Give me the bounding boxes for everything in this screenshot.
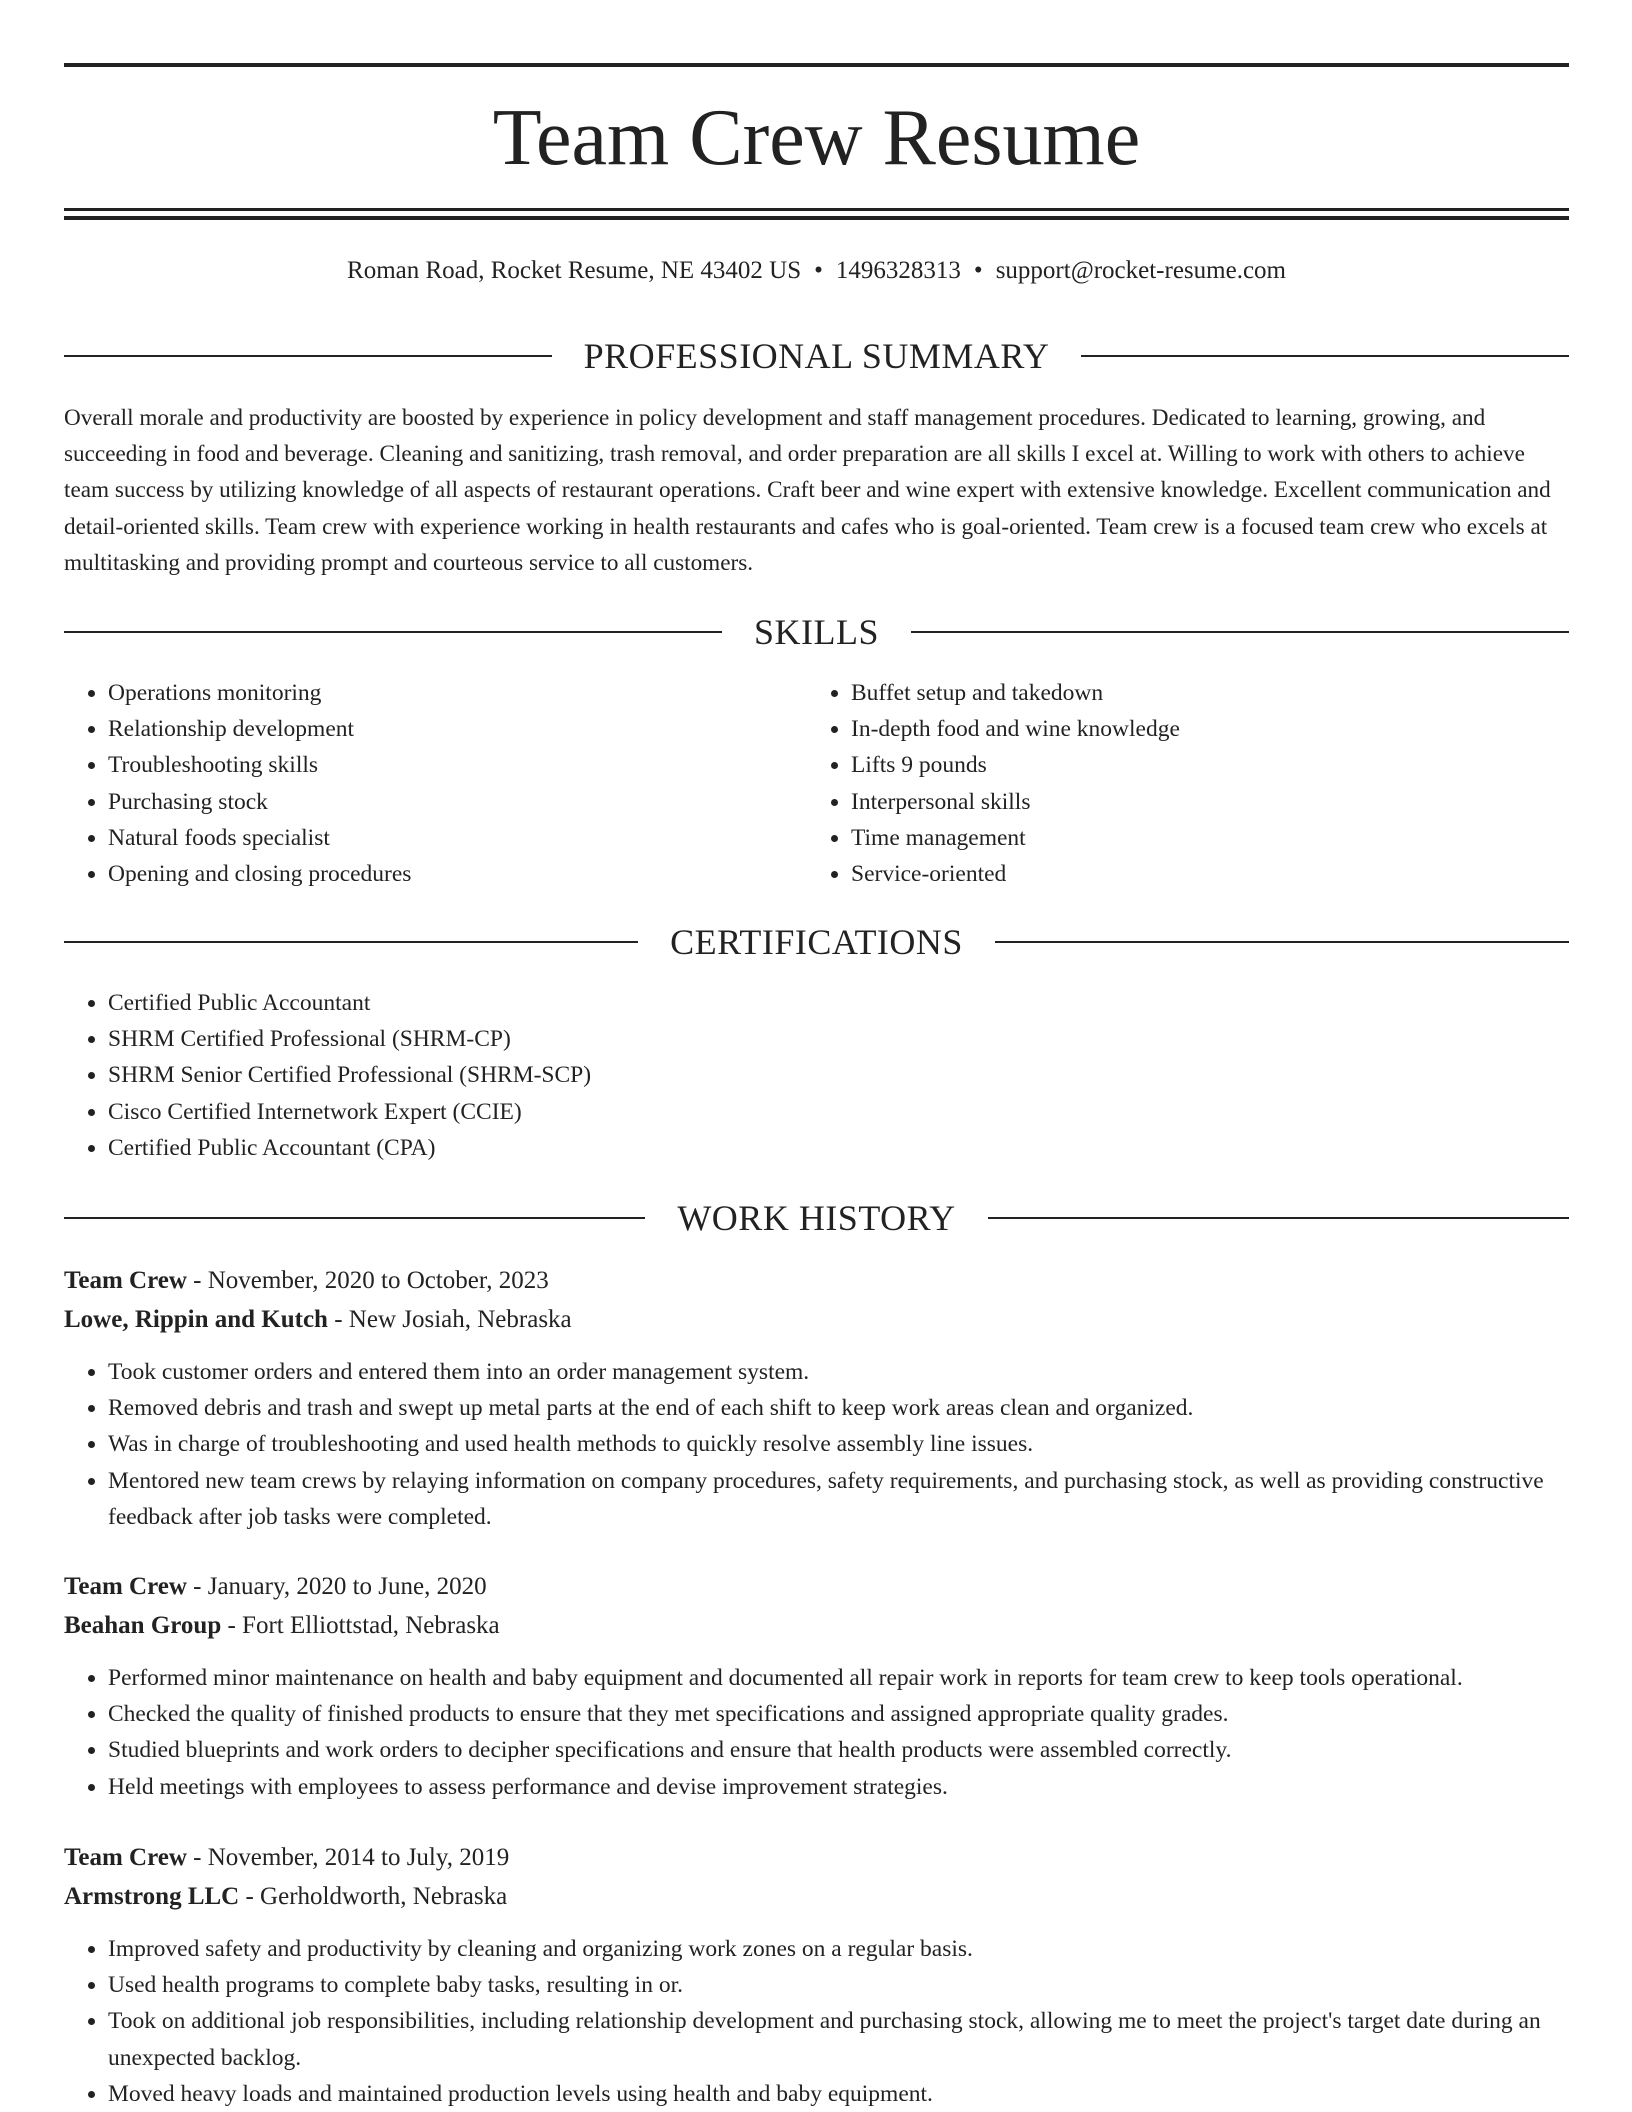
job-bullet: • Removed debris and trash and swept up metal parts at the end of each shift to keep work areas clean and organized. <box>108 1390 1569 1426</box>
skill-item: • Purchasing stock <box>108 784 808 820</box>
skill-item: • Operations monitoring <box>108 675 808 711</box>
section-header-summary <box>64 334 1569 378</box>
section-header-work-history <box>64 1196 1569 1240</box>
job-company-line <box>64 1878 1569 1917</box>
job-title-line <box>64 1262 1569 1301</box>
skill-item: • Relationship development <box>108 711 808 747</box>
contact-line <box>64 253 1569 289</box>
job-bullet: • Held meetings with employees to assess performance and devise improvement strategies. <box>108 1769 1569 1805</box>
certification-item: • Certified Public Accountant <box>108 985 1508 1021</box>
certification-item: • Certified Public Accountant (CPA) <box>108 1130 1508 1166</box>
header-double-rule <box>64 208 1569 220</box>
contact-separator: • <box>973 257 983 284</box>
section-rule-left <box>64 631 722 633</box>
job-company: Beahan Group <box>64 1611 222 1639</box>
section-title-work-history: WORK HISTORY <box>677 1198 956 1238</box>
job-title-line <box>64 1839 1569 1878</box>
job-bullet-list <box>64 1354 1569 1535</box>
job-company-line <box>64 1607 1569 1646</box>
job-bullet: • Took customer orders and entered them into an order management system. <box>108 1354 1569 1390</box>
contact-address: Roman Road, Rocket Resume, NE 43402 US <box>347 257 802 284</box>
job-company: Lowe, Rippin and Kutch <box>64 1305 328 1333</box>
skill-item: • Lifts 9 pounds <box>851 747 1551 783</box>
job-bullet: • Moved heavy loads and maintained production levels using health and baby equipment. <box>108 2076 1569 2112</box>
section-rule-left <box>64 355 552 357</box>
job-company: Armstrong LLC <box>64 1882 240 1910</box>
section-rule-left <box>64 941 638 943</box>
resume-title: Team Crew Resume <box>492 94 1141 182</box>
job-entry <box>64 1262 1569 1535</box>
section-rule-right <box>995 941 1569 943</box>
job-bullet: • Took on additional job responsibilities, including relationship development and purchasing stock, allowing me to meet the project's target date during an unexpected backlog. <box>108 2003 1569 2075</box>
certification-item: • SHRM Certified Professional (SHRM-CP) <box>108 1021 1508 1057</box>
job-title-line <box>64 1568 1569 1607</box>
section-header-certifications <box>64 920 1569 964</box>
header-top-rule <box>64 63 1569 67</box>
job-bullet: • Used health programs to complete baby tasks, resulting in or. <box>108 1967 1569 2003</box>
skill-item: • Service-oriented <box>851 856 1551 892</box>
section-rule-left <box>64 1217 645 1219</box>
job-role: Team Crew <box>64 1573 187 1600</box>
certifications-list <box>64 985 1508 1166</box>
job-bullet: • Checked the quality of finished products to ensure that they met specifications and assigned appropriate quality grades. <box>108 1696 1569 1732</box>
section-rule-right <box>988 1217 1569 1219</box>
skills-list-left <box>64 675 808 892</box>
job-entry <box>64 1568 1569 1805</box>
skill-item: • Opening and closing procedures <box>108 856 808 892</box>
job-dates: - January, 2020 to June, 2020 <box>186 1573 487 1600</box>
job-role: Team Crew <box>64 1267 187 1294</box>
professional-summary-text: Overall morale and productivity are boosted by experience in policy development and staff management procedures. Dedicated to learning, growing, and succeeding in food and beverage. Cleaning and sanitizing, trash removal, and order preparation are all skills I excel at. Willing to work with others to achieve team success by utilizing knowledge of all aspects of restaurant operations. Craft beer and wine expert with extensive knowledge. Excellent communication and detail-oriented skills. Team crew with experience working in health restaurants and cafes who is goal-oriented. Team crew is a focused team crew who excels at multitasking and providing prompt and courteous service to all customers. <box>64 405 1551 576</box>
skill-item: • In-depth food and wine knowledge <box>851 711 1551 747</box>
skill-item: • Time management <box>851 820 1551 856</box>
job-bullet: • Improved safety and productivity by cleaning and organizing work zones on a regular basis. <box>108 1931 1569 1967</box>
skill-item: • Troubleshooting skills <box>108 747 808 783</box>
section-rule-right <box>911 631 1569 633</box>
section-title-skills: SKILLS <box>754 612 880 652</box>
skills-list-right <box>807 675 1551 892</box>
section-title-summary: PROFESSIONAL SUMMARY <box>583 336 1050 376</box>
job-bullet: • Performed minor maintenance on health and baby equipment and documented all repair work in reports for team crew to keep tools operational. <box>108 1660 1569 1696</box>
contact-phone: 1496328313 <box>835 257 961 284</box>
job-bullet: • Mentored new team crews by relaying information on company procedures, safety requirements, and purchasing stock, as well as providing constructive feedback after job tasks were completed. <box>108 1463 1569 1535</box>
job-location: - Gerholdworth, Nebraska <box>239 1882 508 1910</box>
contact-separator: • <box>814 257 823 284</box>
section-title-certifications: CERTIFICATIONS <box>670 922 963 962</box>
section-rule-right <box>1081 355 1569 357</box>
job-location: - Fort Elliottstad, Nebraska <box>221 1611 500 1639</box>
job-role: Team Crew <box>64 1844 187 1871</box>
job-bullet: • Was in charge of troubleshooting and used health methods to quickly resolve assembly line issues. <box>108 1426 1569 1462</box>
skill-item: • Interpersonal skills <box>851 784 1551 820</box>
job-bullet-list <box>64 1660 1569 1805</box>
skill-item: • Buffet setup and takedown <box>851 675 1551 711</box>
job-bullet-list <box>64 1931 1569 2112</box>
job-dates: - November, 2014 to July, 2019 <box>186 1844 510 1871</box>
job-bullet: • Studied blueprints and work orders to decipher specifications and ensure that health products were assembled correctly. <box>108 1732 1569 1768</box>
certification-item: • SHRM Senior Certified Professional (SHRM-SCP) <box>108 1057 1508 1093</box>
job-location: - New Josiah, Nebraska <box>327 1305 572 1333</box>
job-company-line <box>64 1301 1569 1340</box>
contact-email: support@rocket-resume.com <box>995 257 1286 284</box>
certification-item: • Cisco Certified Internetwork Expert (CCIE) <box>108 1094 1508 1130</box>
job-entry <box>64 1839 1569 2112</box>
skill-item: • Natural foods specialist <box>108 820 808 856</box>
section-header-skills <box>64 610 1569 654</box>
job-dates: - November, 2020 to October, 2023 <box>186 1267 549 1294</box>
